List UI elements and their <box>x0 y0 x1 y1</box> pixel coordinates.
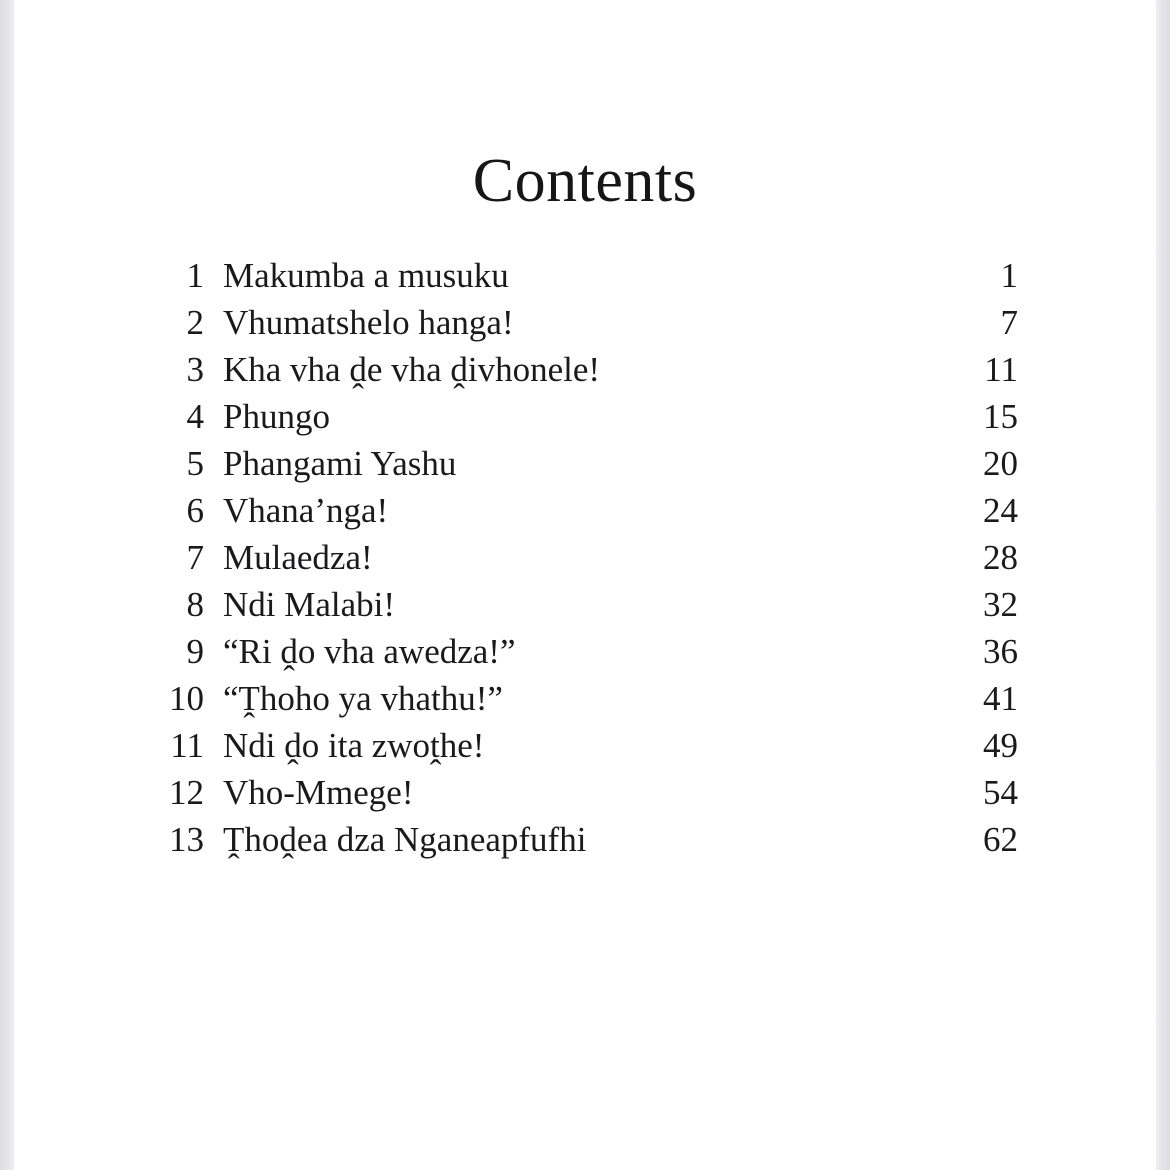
toc-entry-page-number: 1 <box>1000 256 1018 295</box>
page-content <box>14 0 1156 1170</box>
toc-entry-title: Makumba a musuku <box>223 256 509 295</box>
toc-entry-title: Ndi ḓo ita zwoṱhe! <box>223 726 485 765</box>
page-gutter-right <box>1156 0 1170 1170</box>
document-page <box>14 0 1156 1170</box>
toc-entry[interactable] <box>14 346 1156 393</box>
toc-entry-number: 8 <box>186 585 204 624</box>
toc-entry-title: Ndi Malabi! <box>223 585 396 624</box>
toc-entry-page-number: 28 <box>983 538 1018 577</box>
toc-entry-number: 1 <box>186 256 204 295</box>
toc-entry-page-number: 62 <box>983 820 1018 859</box>
toc-entry-title: Kha vha ḓe vha ḓivhonele! <box>223 350 601 389</box>
toc-entry[interactable] <box>14 252 1156 299</box>
toc-entry-number: 10 <box>169 679 204 718</box>
toc-entry[interactable] <box>14 722 1156 769</box>
toc-entry-page-number: 7 <box>1000 303 1018 342</box>
toc-entry-title: Vho-Mmege! <box>223 773 414 812</box>
table-of-contents-list <box>14 252 1156 863</box>
toc-entry-page-number: 32 <box>983 585 1018 624</box>
toc-entry[interactable] <box>14 581 1156 628</box>
toc-entry-number: 13 <box>169 820 204 859</box>
toc-entry-number: 5 <box>186 444 204 483</box>
toc-entry-title: Phungo <box>223 397 330 436</box>
toc-entry-number: 4 <box>186 397 204 436</box>
toc-entry-title: Ṱhoḓea dza Nganeapfufhi <box>223 820 587 859</box>
toc-entry-title: Vhana’nga! <box>223 491 389 530</box>
toc-entry-number: 12 <box>169 773 204 812</box>
toc-entry-page-number: 54 <box>983 773 1018 812</box>
toc-entry[interactable] <box>14 675 1156 722</box>
toc-entry-title: Mulaedza! <box>223 538 373 577</box>
toc-entry-number: 3 <box>186 350 204 389</box>
toc-entry-title: Vhumatshelo hanga! <box>223 303 514 342</box>
toc-entry-title: “Ṱhoho ya vhathu!” <box>223 679 503 718</box>
toc-entry-number: 7 <box>186 538 204 577</box>
toc-entry-page-number: 41 <box>983 679 1018 718</box>
page-gutter-left <box>0 0 14 1170</box>
toc-entry[interactable] <box>14 440 1156 487</box>
toc-entry-page-number: 11 <box>984 350 1018 389</box>
toc-entry-page-number: 24 <box>983 491 1018 530</box>
toc-entry-number: 9 <box>186 632 204 671</box>
toc-entry[interactable] <box>14 299 1156 346</box>
toc-entry-page-number: 15 <box>983 397 1018 436</box>
toc-entry-title: Phangami Yashu <box>223 444 457 483</box>
toc-entry[interactable] <box>14 393 1156 440</box>
toc-entry[interactable] <box>14 769 1156 816</box>
toc-entry[interactable] <box>14 487 1156 534</box>
toc-entry-number: 6 <box>186 491 204 530</box>
toc-entry[interactable] <box>14 628 1156 675</box>
toc-entry[interactable] <box>14 534 1156 581</box>
toc-entry-number: 11 <box>170 726 204 765</box>
toc-entry-title: “Ri ḓo vha awedza!” <box>223 632 516 671</box>
toc-entry-page-number: 49 <box>983 726 1018 765</box>
toc-entry-number: 2 <box>186 303 204 342</box>
toc-entry-page-number: 36 <box>983 632 1018 671</box>
toc-entry[interactable] <box>14 816 1156 863</box>
page-title: Contents <box>472 146 698 215</box>
toc-entry-page-number: 20 <box>983 444 1018 483</box>
